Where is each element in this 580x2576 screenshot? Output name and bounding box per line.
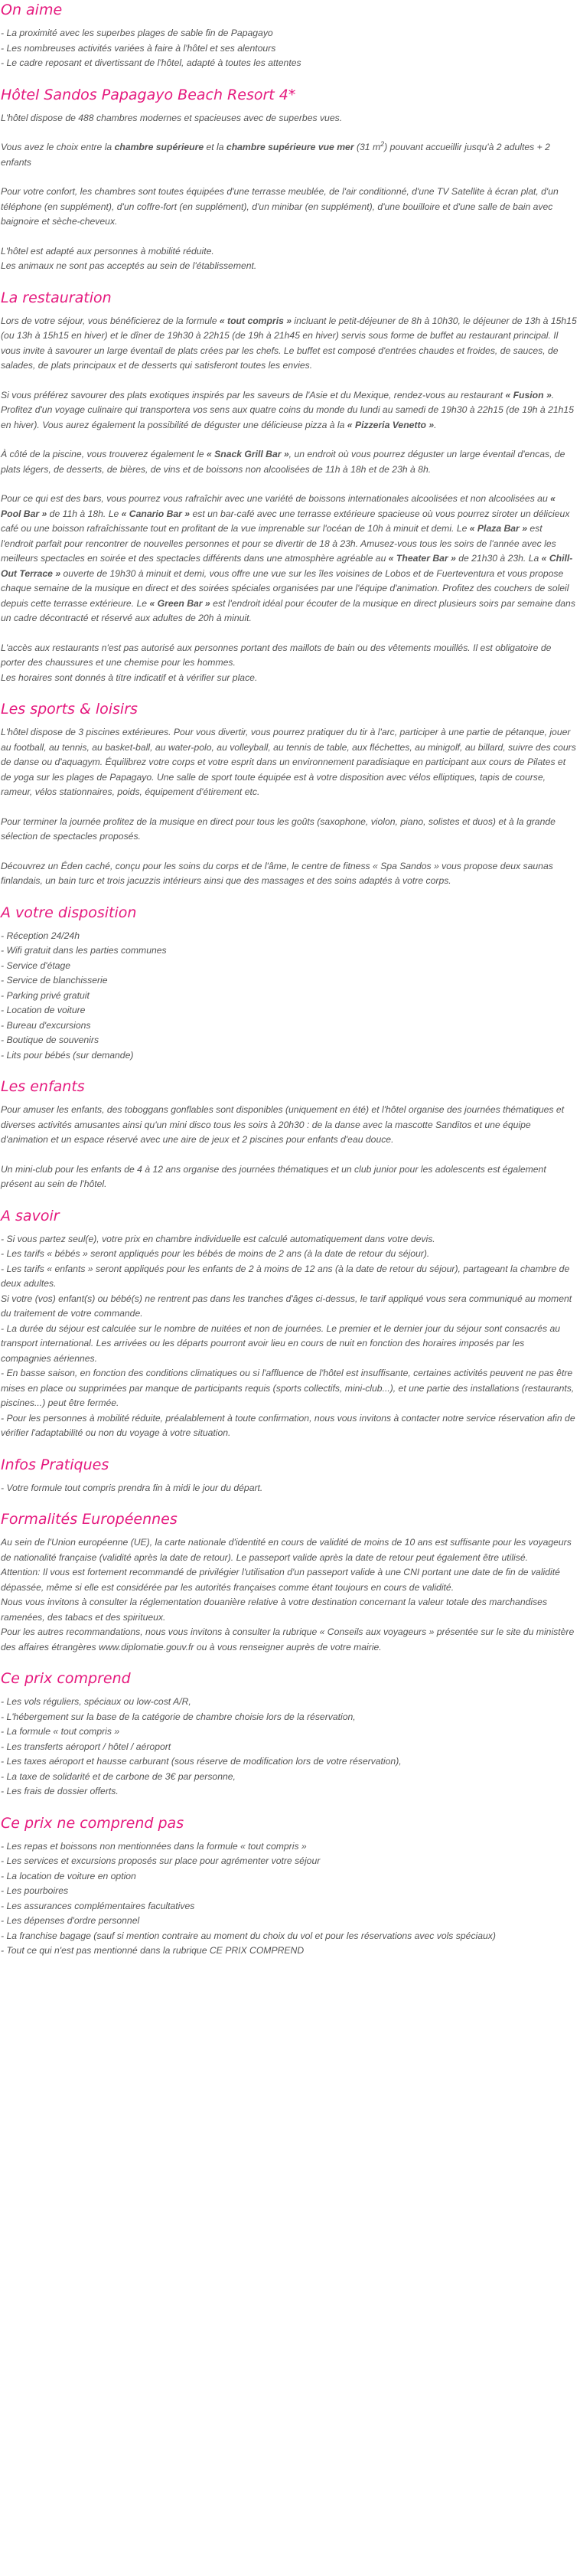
list-item: - Les pourboires bbox=[1, 1885, 69, 1896]
list-item: - Les tarifs « bébés » seront appliqués pour les bébés de moins de 2 ans (à la date de retour du séjour). bbox=[1, 1248, 430, 1259]
room-type-vue-mer: chambre supérieure vue mer bbox=[226, 142, 354, 152]
hotel-pets: Les animaux ne sont pas acceptés au sein de l'établissement. bbox=[1, 260, 257, 271]
venue-name: « Plaza Bar » bbox=[469, 523, 527, 534]
list-item: Si votre (vos) enfant(s) ou bébé(s) ne rentrent pas dans les tranches d'âges ci-dessus, le tarif appliqué vous sera communiqué au moment du traitement de votre commande. bbox=[1, 1293, 572, 1319]
text-run: et la bbox=[204, 142, 226, 152]
text-run: est l'endroit idéal pour écouter de la musique en direct plusieurs soirs par semaine dans un cadre décontracté et réservé aux adultes de 20h à minuit. bbox=[1, 597, 575, 623]
section-title-hotel: Hôtel Sandos Papagayo Beach Resort 4* bbox=[1, 86, 296, 103]
sports-paragraph: Pour terminer la journée profitez de la musique en direct pour tous les goûts (saxophone, violon, piano, solistes et duos) et à la grande sélection de spectacles proposés. bbox=[1, 816, 556, 842]
list-item: - Les taxes aéroport et hausse carburant (sous réserve de modification lors de votre réservation), bbox=[1, 1756, 402, 1767]
venue-name: « Canario Bar » bbox=[121, 508, 191, 519]
list-item: - Service de blanchisserie bbox=[1, 975, 108, 986]
section-title-restauration: La restauration bbox=[1, 289, 112, 306]
resto-paragraph bbox=[1, 447, 577, 477]
text-run: Vous avez le choix entre la bbox=[1, 142, 115, 152]
formula-name: « tout compris » bbox=[219, 315, 292, 326]
list-item: - Les tarifs « enfants » seront appliqués pour les enfants de 2 à moins de 12 ans (à la date de retour du séjour), partageant la chambre de deux adultes. bbox=[1, 1263, 570, 1289]
list-item: - Boutique de souvenirs bbox=[1, 1035, 99, 1045]
list-item: - La taxe de solidarité et de carbone de 3€ par personne, bbox=[1, 1770, 236, 1782]
list-item: - Wifi gratuit dans les parties communes bbox=[1, 945, 167, 956]
text-run: , un endroit où vous pourrez déguster un large éventail d'encas, de plats légers, de desserts, de bières, de vins et de boissons non alcoolisées de 11h à 18h et de 23h à 8h. bbox=[1, 449, 565, 475]
text-run: Si vous préférez savourer des plats exotiques inspirés par les saveurs de l'Asie et du Mexique, rendez-vous au restaurant bbox=[1, 389, 506, 400]
section-title-on-aime: On aime bbox=[1, 2, 63, 18]
text-run: (31 m bbox=[354, 142, 381, 152]
list-item: - L'hébergement sur la base de la catégorie de chambre choisie lors de la réservation, bbox=[1, 1711, 356, 1722]
superscript: 2 bbox=[380, 139, 385, 148]
list-item: - Les dépenses d'ordre personnel bbox=[1, 1915, 140, 1926]
list-item: - La formule « tout compris » bbox=[1, 1726, 120, 1737]
venue-name: « Chill-Out Terrace » bbox=[1, 553, 573, 579]
list-item: - Réception 24/24h bbox=[1, 930, 80, 941]
prix-comprend-list bbox=[1, 1695, 577, 1800]
list-item: - La proximité avec les superbes plages de sable fin de Papagayo bbox=[1, 28, 273, 38]
list-item: - Si vous partez seul(e), votre prix en chambre individuelle est calculé automatiquement dans votre devis. bbox=[1, 1233, 435, 1244]
section-prix-ne-comprend-pas bbox=[1, 1813, 577, 1959]
list-item: - La franchise bagage (sauf si mention contraire au moment du choix du vol et pour les réservations avec vols spéciaux) bbox=[1, 1930, 496, 1941]
list-item: - Tout ce qui n'est pas mentionné dans la rubrique CE PRIX COMPREND bbox=[1, 1945, 305, 1956]
text-run: ) pouvant accueillir jusqu'à 2 adultes + 2 enfants bbox=[1, 142, 550, 168]
section-disposition bbox=[1, 903, 577, 1064]
section-restauration bbox=[1, 288, 577, 686]
text-run: . bbox=[434, 419, 437, 430]
section-title-formalites: Formalités Européennes bbox=[1, 1511, 178, 1528]
text-run: ouverte de 19h30 à minuit et demi, vous offre une vue sur les îles voisines de Lobos et de Fuerteventura et vous propose chaque semaine de la musique en direct et des soirées spéciales organisées par une l'équipe d'animation. Profitez des couchers de soleil depuis cette terrasse extérieure. Le bbox=[1, 567, 569, 609]
text-run: est l'endroit parfait pour rencontrer de nouvelles personnes et pour se divertir de 18 à 23h. Amusez-vous tous les soirs de l'année avec les meilleurs spectacles en soirée et des spectacles différents dans une atmosphère agréable au bbox=[1, 523, 556, 564]
a-savoir-list bbox=[1, 1232, 577, 1441]
disposition-list bbox=[1, 929, 577, 1064]
section-title-prix-ne-comprend-pas: Ce prix ne comprend pas bbox=[1, 1814, 184, 1832]
list-item: - Parking privé gratuit bbox=[1, 989, 90, 1001]
section-title-disposition: A votre disposition bbox=[1, 904, 137, 921]
formalites-paragraph: Pour les autres recommandations, nous vous invitons à consulter la rubrique « Conseils aux voyageurs » présentée sur le site du ministère des affaires étrangères www.diplomatie.gouv.fr ou à vous renseigner auprès de votre mairie. bbox=[1, 1626, 575, 1652]
text-run: incluant le petit-déjeuner de 8h à 10h30, le déjeuner de 13h à 15h15 (ou 13h à 15h15 en hiver) et le dîner de 19h30 à 22h15 (de 19h à 21h45 en hiver) servis sous forme de buffet au restaurant principal. Il vous invite à savourer un large éventail de plats crées par les chefs. Le buffet est composé d'entrées chaudes et froides, de sauces, de salades, de plats principaux et de desserts qui satisferont toutes les envies. bbox=[1, 315, 577, 371]
resto-paragraph bbox=[1, 388, 577, 433]
on-aime-list bbox=[1, 26, 577, 71]
section-title-enfants: Les enfants bbox=[1, 1078, 85, 1095]
list-item: - Les nombreuses activités variées à faire à l'hôtel et ses alentours bbox=[1, 42, 276, 54]
infos-text: - Votre formule tout compris prendra fin à midi le jour du départ. bbox=[1, 1482, 263, 1493]
resto-dress-code: L'accès aux restaurants n'est pas autorisé aux personnes portant des maillots de bain ou des vêtements mouillés. Il est obligatoire de porter des chaussures et une chemise pour les hommes. bbox=[1, 642, 552, 668]
list-item: - Bureau d'excursions bbox=[1, 1019, 91, 1031]
section-sports bbox=[1, 699, 577, 889]
prix-ne-comprend-pas-list bbox=[1, 1839, 577, 1959]
hotel-rooms bbox=[1, 140, 577, 170]
hotel-accessibility: L'hôtel est adapté aux personnes à mobilité réduite. bbox=[1, 245, 214, 257]
section-title-a-savoir: A savoir bbox=[1, 1207, 60, 1224]
text-run: de 21h30 à 23h. La bbox=[455, 553, 542, 564]
list-item: - Location de voiture bbox=[1, 1005, 86, 1015]
list-item: - Les vols réguliers, spéciaux ou low-cost A/R, bbox=[1, 1696, 191, 1707]
list-item: - Lits pour bébés (sur demande) bbox=[1, 1049, 134, 1061]
section-infos-pratiques bbox=[1, 1455, 577, 1496]
list-item: - Service d'étage bbox=[1, 959, 71, 971]
section-title-sports: Les sports & loisirs bbox=[1, 701, 138, 718]
venue-name: « Pizzeria Venetto » bbox=[347, 419, 435, 430]
hotel-comfort: Pour votre confort, les chambres sont toutes équipées d'une terrasse meublée, de l'air conditionné, d'une TV Satellite à écran plat, d'un téléphone (en supplément), d'un coffre-fort (en supplément), d'un minibar (en supplément), d'une bouilloire et d'une salle de bain avec baignoire et sèche-cheveux. bbox=[1, 186, 559, 227]
list-item: - Le cadre reposant et divertissant de l'hôtel, adapté à toutes les attentes bbox=[1, 57, 301, 68]
section-title-prix-comprend: Ce prix comprend bbox=[1, 1670, 131, 1687]
hotel-intro: L'hôtel dispose de 488 chambres modernes et spacieuses avec de superbes vues. bbox=[1, 112, 343, 123]
text-run: Pour ce qui est des bars, vous pourrez vous rafraîchir avec une variété de boissons internationales alcoolisées et non alcoolisées au bbox=[1, 493, 551, 504]
section-a-savoir bbox=[1, 1206, 577, 1441]
list-item: - Les services et excursions proposés sur place pour agrémenter votre séjour bbox=[1, 1855, 321, 1866]
section-title-infos-pratiques: Infos Pratiques bbox=[1, 1456, 109, 1473]
venue-name: « Theater Bar » bbox=[388, 553, 456, 564]
list-item: - Pour les personnes à mobilité réduite, préalablement à toute confirmation, nous vous invitons à contacter notre service réservation afin de vérifier l'adaptabilité ou non du voyage à votre situation. bbox=[1, 1412, 575, 1438]
section-on-aime bbox=[1, 0, 577, 71]
list-item: - La location de voiture en option bbox=[1, 1870, 136, 1881]
venue-name: « Pool Bar » bbox=[1, 493, 556, 519]
sports-paragraph: Découvrez un Éden caché, conçu pour les soins du corps et de l'âme, le centre de fitness « Spa Sandos » vous propose deux saunas finlandais, un bain turc et trois jacuzzis intérieurs ainsi que des massages et des soins adaptés à votre corps. bbox=[1, 860, 553, 886]
text-run: . Profitez d'un voyage culinaire qui transportera vos sens aux quatre coins du monde du lundi au samedi de 19h30 à 22h15 (de 19h à 21h15 en hiver). Vous aurez également la possibilité de déguster une délicieuse pizza à la bbox=[1, 389, 574, 430]
list-item: - Les transferts aéroport / hôtel / aéroport bbox=[1, 1741, 171, 1752]
sports-paragraph: L'hôtel dispose de 3 piscines extérieures. Pour vous divertir, vous pourrez pratiquer du tir à l'arc, participer à une partie de pétanque, jouer au football, au tennis, au basket-ball, au water-polo, au volleyball, au tennis de table, aux fléchettes, au minigolf, au billard, suivre des cours de danse ou d'aquagym. Équilibrez votre corps et votre esprit dans un environnement paradisiaque en participant aux cours de Pilates et de yoga sur les plages de Papagayo. Une salle de sport toute équipée est à votre disposition avec vélos elliptiques, tapis de course, rameur, vélos stationnaires, poids, équipement d'étirement etc. bbox=[1, 727, 576, 797]
enfants-paragraph: Un mini-club pour les enfants de 4 à 12 ans organise des journées thématiques et un club junior pour les adolescents est également présent au sein de l'hôtel. bbox=[1, 1163, 546, 1189]
venue-name: « Green Bar » bbox=[149, 597, 210, 609]
resto-paragraph bbox=[1, 492, 577, 626]
list-item: - La durée du séjour est calculée sur le nombre de nuitées et non de journées. Le premier et le dernier jour du séjour sont consacrés au transport international. Les arrivées ou les départs pourront avoir lieu en cours de nuit en fonction des horaires imposés par les compagnies aériennes. bbox=[1, 1322, 561, 1364]
venue-name: « Snack Grill Bar » bbox=[206, 449, 289, 459]
text-run: À côté de la piscine, vous trouverez également le bbox=[1, 449, 207, 459]
formalites-paragraph: Au sein de l'Union européenne (UE), la carte nationale d'identité en cours de validité de moins de 10 ans est suffisante pour les voyageurs de nationalité française (validité après la date de retour). Le passeport valide après la date de retour peut également être utilisé. bbox=[1, 1537, 572, 1563]
section-prix-comprend bbox=[1, 1669, 577, 1800]
room-type-superieure: chambre supérieure bbox=[114, 142, 204, 152]
list-item: - Les repas et boissons non mentionnées dans la formule « tout compris » bbox=[1, 1840, 307, 1852]
formalites-paragraph: Attention: Il vous est fortement recommandé de privilégier l'utilisation d'un passeport valide à une CNI portant une date de fin de validité dépassée, même si elle est considérée par les autorités françaises comme étant toujours en cours de validité. bbox=[1, 1567, 560, 1593]
text-run: de 11h à 18h. Le bbox=[47, 508, 122, 519]
enfants-paragraph: Pour amuser les enfants, des toboggans gonflables sont disponibles (uniquement en été) et l'hôtel organise des journées thématiques et diverses activités amusantes ainsi qu'un mini disco tous les soirs à 20h30 : de la danse avec la mascotte Sanditos et une équipe d'animation et un espace réservé avec une aire de jeux et 2 piscines pour enfants d'eau douce. bbox=[1, 1104, 565, 1145]
section-hotel bbox=[1, 85, 577, 274]
section-formalites bbox=[1, 1509, 577, 1655]
section-enfants bbox=[1, 1077, 577, 1192]
list-item: - Les frais de dossier offerts. bbox=[1, 1786, 119, 1796]
resto-paragraph bbox=[1, 314, 577, 374]
list-item: - En basse saison, en fonction des conditions climatiques ou si l'affluence de l'hôtel est insuffisante, certaines activités peuvent ne pas être mises en place ou supprimées par manque de participants requis (sports collectifs, mini-club...), et une partie des installations (restaurants, piscines...) peut être fermée. bbox=[1, 1368, 575, 1408]
formalites-paragraph: Nous vous invitons à consulter la réglementation douanière relative à votre destination concernant la valeur totale des marchandises ramenées, des tabacs et des spiritueux. bbox=[1, 1597, 548, 1623]
list-item: - Les assurances complémentaires facultatives bbox=[1, 1900, 195, 1911]
venue-name: « Fusion » bbox=[505, 389, 552, 400]
text-run: est un bar-café avec une terrasse extérieure spacieuse où vous pourrez siroter un délicieux café ou une boisson rafraîchissante tout en profitant de la vue imprenable sur l'océan de 10h à minuit et demi. Le bbox=[1, 508, 570, 534]
resto-hours-note: Les horaires sont donnés à titre indicatif et à vérifier sur place. bbox=[1, 672, 258, 683]
text-run: Lors de votre séjour, vous bénéficierez de la formule bbox=[1, 315, 220, 326]
